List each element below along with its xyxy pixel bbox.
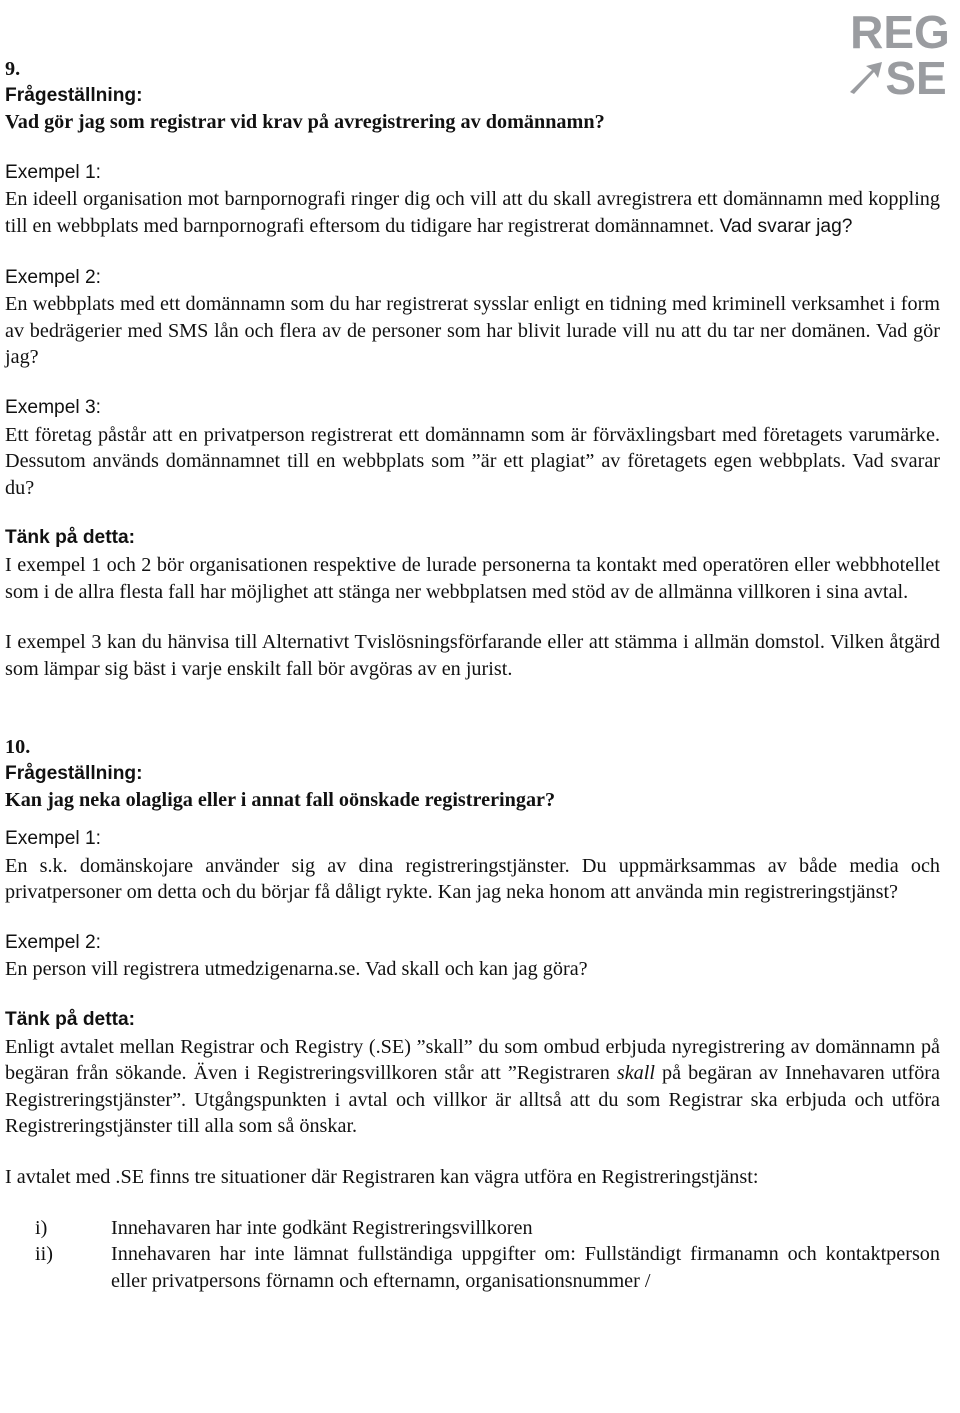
q10-think-paragraph-1 bbox=[5, 1034, 940, 1140]
list-item-text: Innehavaren har inte lämnat fullständiga uppgifter om: Fullständigt firmanamn och kontaktperson eller privatpersons förnamn och efternamn, organisationsnummer / bbox=[111, 1243, 940, 1292]
q10-condition-list bbox=[5, 1215, 940, 1295]
question-9-section bbox=[5, 56, 940, 682]
q9-example3-label: Exempel 3: bbox=[5, 396, 101, 418]
logo-text-se: SE bbox=[885, 52, 947, 98]
q10-think-p1-part-b: på begäran av Innehavaren utföra Registreringstjänster”. Utgångspunkten i avtal och villkor är alltså att du som Registrar ska erbjuda och utföra Registreringstjänster till alla som så önskar. bbox=[5, 1062, 940, 1138]
q9-think-paragraph-1: I exempel 1 och 2 bör organisationen respektive de lurade personerna ta kontakt med operatören eller webbhotellet som i de allra flesta fall har möjlighet att stänga ner webbplatsen med stöd av de allmänna villkoren i sina avtal. bbox=[5, 553, 940, 603]
list-item-number: i) bbox=[35, 1216, 48, 1239]
list-item bbox=[5, 1215, 940, 1242]
list-item-text: Innehavaren har inte godkänt Registreringsvillkoren bbox=[111, 1216, 533, 1239]
document-page bbox=[5, 56, 940, 1294]
q9-think-label: Tänk på detta: bbox=[5, 527, 136, 549]
q9-think-paragraph-2: I exempel 3 kan du hänvisa till Alternativt Tvislösningsförfarande eller att stämma i allmän domstol. Vilken åtgärd som lämpar sig bäst i varje enskilt fall bör avgöras av en jurist. bbox=[5, 631, 940, 680]
q9-example2-label: Exempel 2: bbox=[5, 266, 101, 288]
q9-example1-label: Exempel 1: bbox=[5, 161, 101, 183]
q9-question: Vad gör jag som registrar vid krav på avregistrering av domännamn? bbox=[5, 111, 605, 134]
q9-number: 9. bbox=[5, 58, 21, 80]
q9-example1-text bbox=[5, 186, 940, 240]
q10-think-p1-emphasis: skall bbox=[616, 1062, 655, 1085]
list-item bbox=[5, 1241, 940, 1294]
q9-example3-text: Ett företag påstår att en privatperson registrerat ett domännamn som är förväxlingsbart med företagets varumärke. Dessutom används domännamnet till en webbplats som ”är ett plagiat” av företagets egen webbplats. Vad svarar du? bbox=[5, 423, 940, 499]
q10-number: 10. bbox=[5, 736, 31, 759]
q10-example2-text: En person vill registrera utmedzigenarna.se. Vad skall och kan jag göra? bbox=[5, 958, 588, 981]
q9-example2-text: En webbplats med ett domännamn som du har registrerat sysslar enligt en tidning med kriminell verksamhet i form av bedrägerier med SMS lån och flera av de personer som har blivit lurade vill nu att du tar ner domänen. Vad gör jag? bbox=[5, 293, 940, 369]
q10-example1-label: Exempel 1: bbox=[5, 828, 101, 850]
q10-think-p1-part-a: Enligt avtalet mellan Registrar och Registry (.SE) ”skall” du som ombud erbjuda nyregistrering av domännamn på begäran från sökande. Även i Registreringsvillkoren står att ”Registraren bbox=[5, 1035, 940, 1085]
list-item-number: ii) bbox=[35, 1243, 53, 1266]
logo-text-reg: REG bbox=[850, 6, 950, 58]
q9-example1-body: En ideell organisation mot barnpornografi ringer dig och vill att du skall avregistrera ett domännamn med koppling till en webbplats med barnpornografi eftersom du tidigare har registrerat domännamnet. bbox=[5, 188, 940, 237]
q10-think-label: Tänk på detta: bbox=[5, 1009, 136, 1031]
q9-example1-tail: Vad svarar jag? bbox=[714, 215, 853, 237]
q10-example1-text: En s.k. domänskojare använder sig av dina registreringstjänster. Du uppmärksammas av både media och privatpersoner om detta och du börjar få dåligt rykte. Kan jag neka honom att använda min registreringstjänst? bbox=[5, 854, 940, 904]
q10-think-paragraph-2: I avtalet med .SE finns tre situationer där Registraren kan vägra utföra en Registreringstjänst: bbox=[5, 1166, 759, 1188]
q10-example2-label: Exempel 2: bbox=[5, 931, 101, 953]
q9-heading: Frågeställning: bbox=[5, 84, 143, 106]
question-10-section bbox=[5, 734, 940, 1294]
q10-question: Kan jag neka olagliga eller i annat fall oönskade registreringar? bbox=[5, 789, 556, 812]
q10-heading: Frågeställning: bbox=[5, 762, 143, 784]
